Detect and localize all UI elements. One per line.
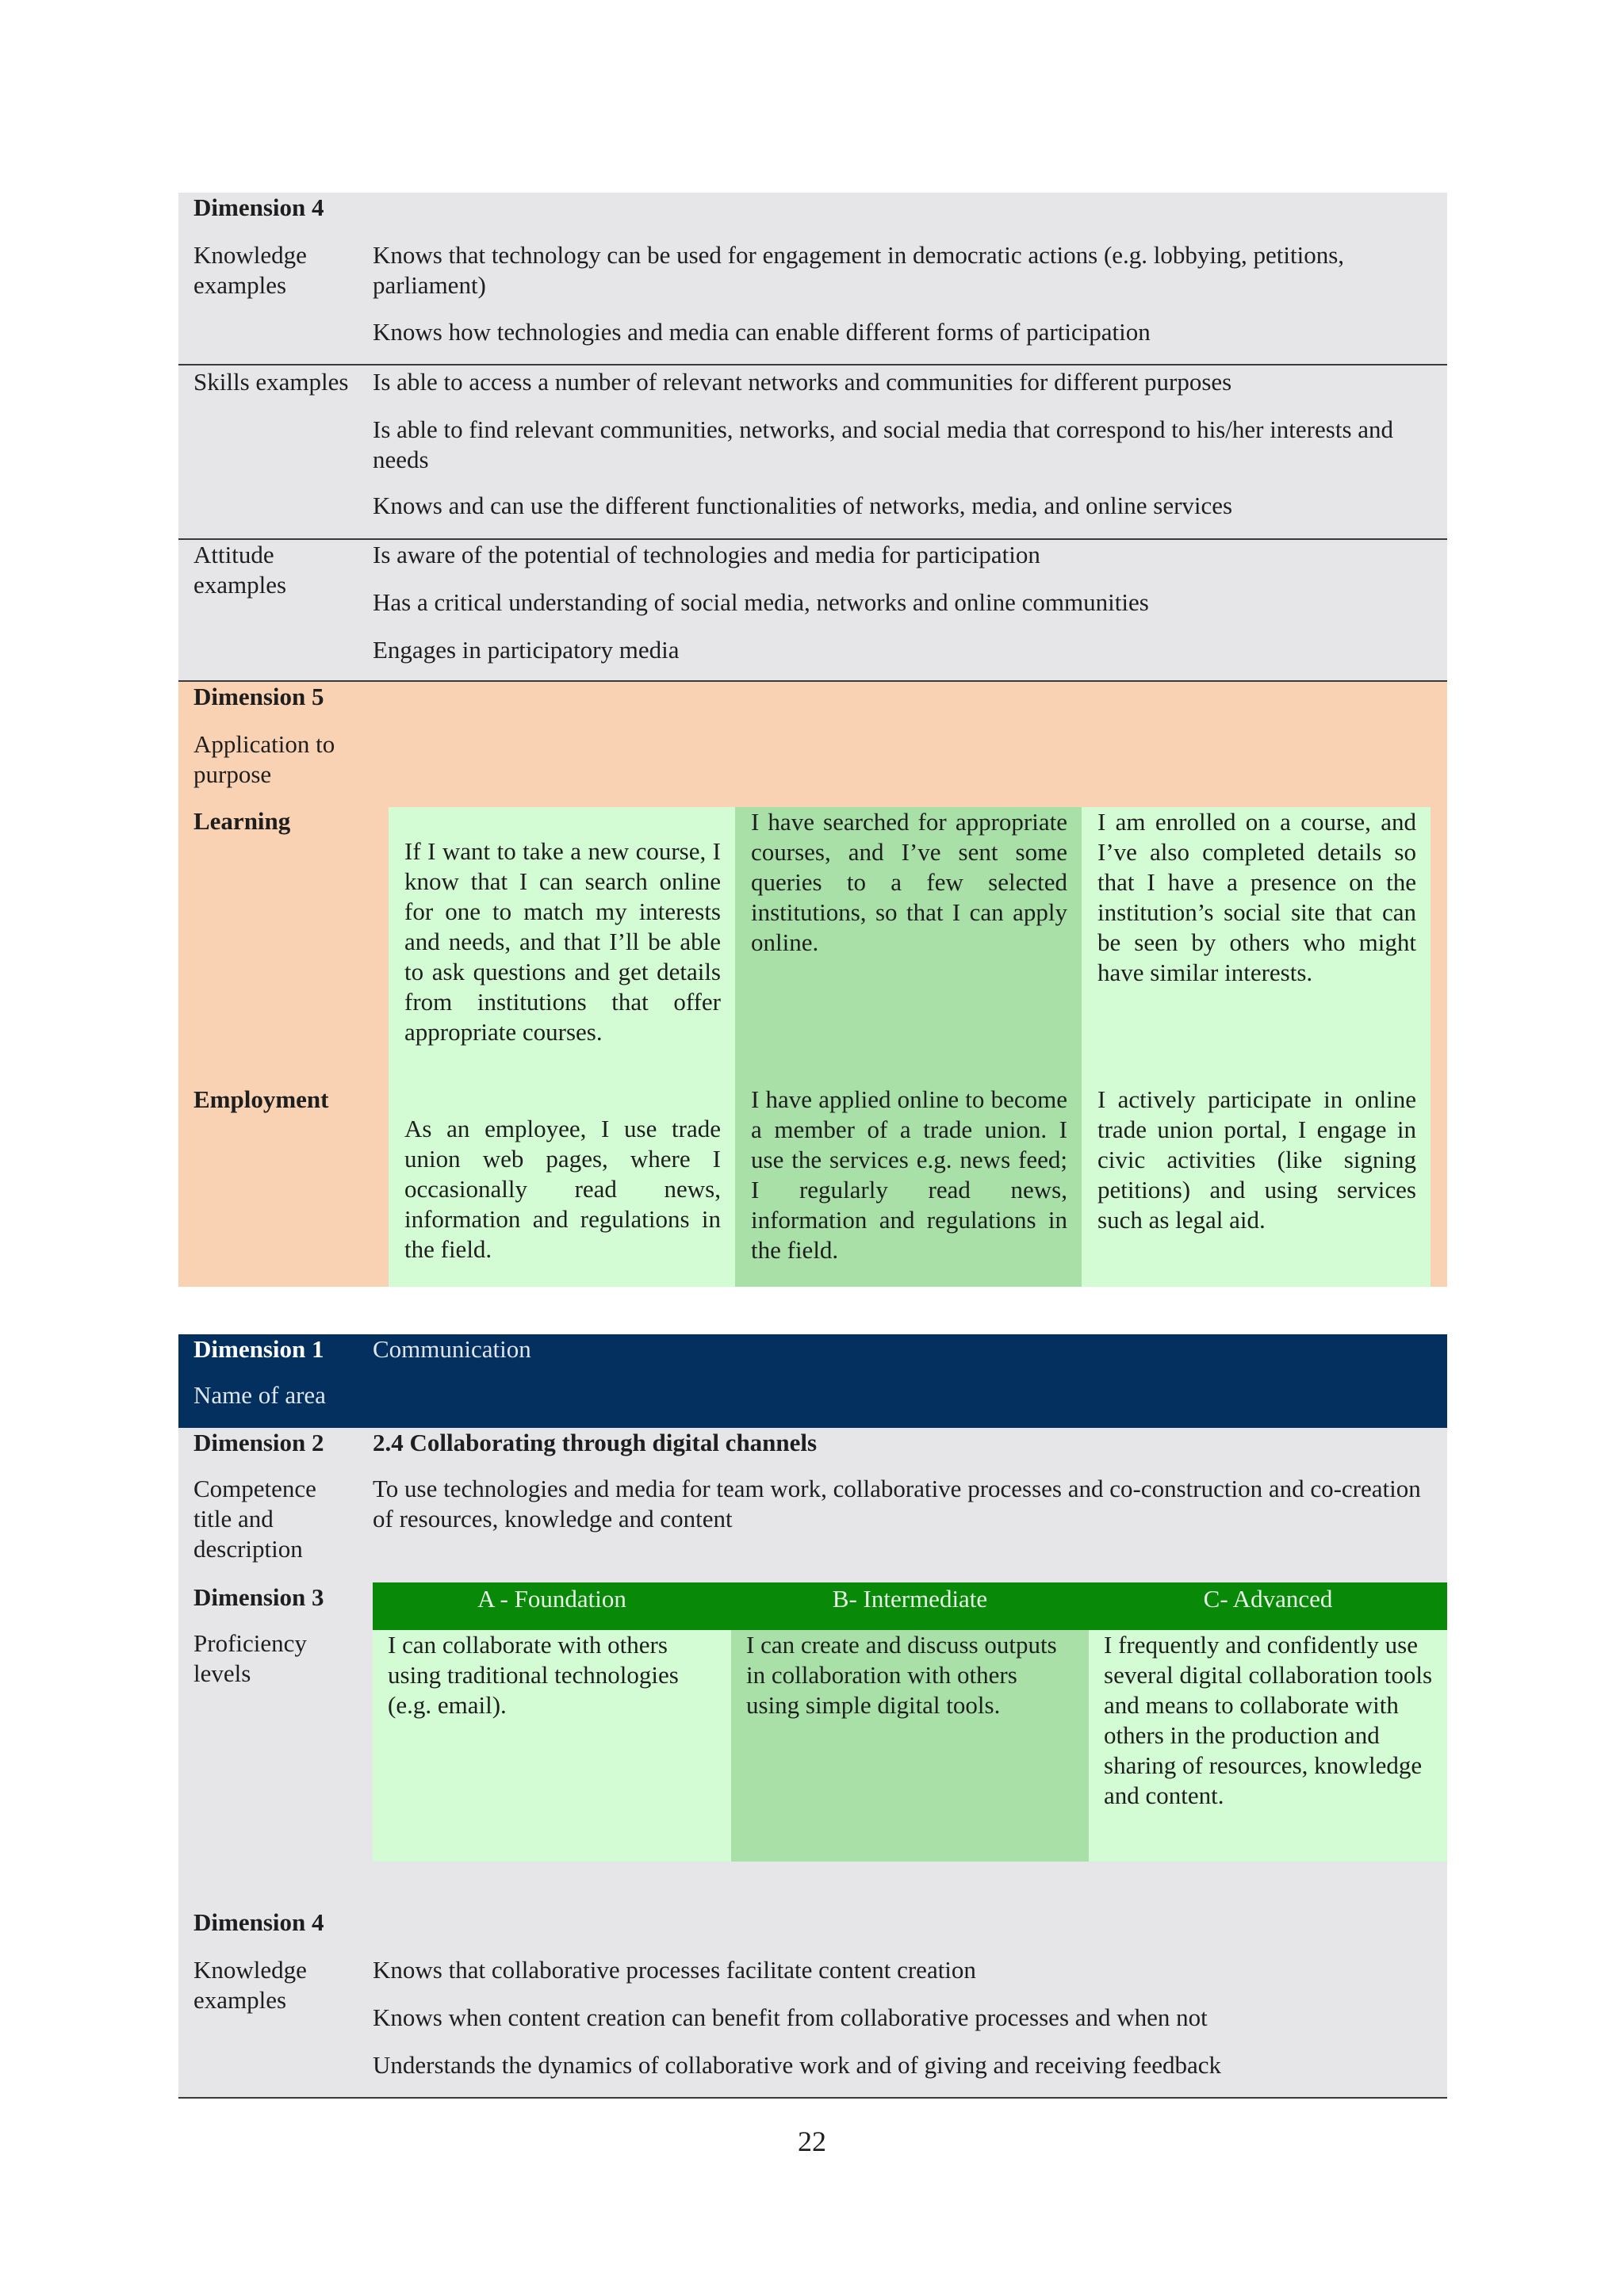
skills-label: Skills examples <box>193 368 349 396</box>
skills-item: Is able to find relevant communities, networks, and social media that correspond to his/her interests and needs <box>373 415 1394 473</box>
dim2-heading: Dimension 2 <box>193 1429 324 1456</box>
level-b-header: B- Intermediate <box>832 1585 988 1613</box>
dim1-section <box>178 1334 1447 1428</box>
employment-cell-c <box>1082 1085 1431 1287</box>
dim1-heading: Dimension 1 <box>193 1335 324 1363</box>
page-number: 22 <box>798 2126 826 2157</box>
knowledge-item: Knows that collaborative processes facilitate content creation <box>373 1956 976 1984</box>
dim1-label: Name of area <box>193 1381 326 1409</box>
level-a-header: A - Foundation <box>477 1585 626 1613</box>
dim5-section <box>178 682 1447 1287</box>
attitude-item: Has a critical understanding of social media, networks and online communities <box>373 588 1149 616</box>
competence-section <box>178 1428 1447 2097</box>
skills-item: Knows and can use the different functionalities of networks, media, and online services <box>373 492 1233 519</box>
competence-description: To use technologies and media for team work, collaborative processes and co-construction and co-creation of resources, knowledge and content <box>373 1475 1421 1533</box>
attitude-item: Is aware of the potential of technologies and media for participation <box>373 541 1040 568</box>
level-b-cell <box>731 1630 1089 1862</box>
learning-label: Learning <box>193 807 291 835</box>
dim3-heading: Dimension 3 <box>193 1583 324 1611</box>
attitude-item: Engages in participatory media <box>373 636 680 664</box>
knowledge-item: Knows when content creation can benefit from collaborative processes and when not <box>373 2003 1208 2031</box>
divider <box>178 2097 1447 2099</box>
knowledge-label: Knowledge examples <box>193 241 307 299</box>
learning-cell-c <box>1082 807 1431 1085</box>
learning-cell-b <box>735 807 1082 1085</box>
level-a-text: I can collaborate with others using traditional technologies (e.g. email). <box>388 1631 679 1719</box>
area-name: Communication <box>373 1335 531 1363</box>
attitude-label: Attitude examples <box>193 541 287 599</box>
learning-text-b: I have searched for appropriate courses, and I’ve sent some queries to a few selected institutions, so that I can apply online. <box>751 808 1067 956</box>
level-a-cell <box>373 1630 731 1862</box>
dim4-heading: Dimension 4 <box>193 193 324 221</box>
employment-text-c: I actively participate in online trade union portal, I engage in civic activities (like signing petitions) and using services such as legal aid. <box>1097 1085 1416 1234</box>
learning-text-a: If I want to take a new course, I know that I can search online for one to match my interests and needs, and that I’ll be able to ask questions and get details from institutions that offer appropriate courses. <box>404 837 721 1046</box>
competence-title: 2.4 Collaborating through digital channels <box>373 1429 818 1456</box>
learning-text-c: I am enrolled on a course, and I’ve also completed details so that I have a presence on the institution’s social site that can be seen by others who might have similar interests. <box>1097 808 1416 986</box>
divider <box>178 538 1447 540</box>
employment-text-b: I have applied online to become a member of a trade union. I use the services e.g. news feed; I regularly read news, information and regulations in the field. <box>751 1085 1067 1264</box>
employment-text-a: As an employee, I use trade union web pages, where I occasionally read news, information and regulations in the field. <box>404 1115 721 1263</box>
divider <box>178 364 1447 365</box>
knowledge-item: Knows that technology can be used for engagement in democratic actions (e.g. lobbying, petitions, parliament) <box>373 241 1345 299</box>
level-b-text: I can create and discuss outputs in collaboration with others using simple digital tools. <box>746 1631 1057 1719</box>
dim2-label: Competence title and description <box>193 1475 316 1563</box>
level-c-text: I frequently and confidently use several digital collaboration tools and means to collaborate with others in the production and sharing of resources, knowledge and content. <box>1104 1631 1433 1809</box>
learning-cell-a <box>389 807 735 1085</box>
employment-cell-a <box>389 1085 735 1287</box>
dim5-heading: Dimension 5 <box>193 683 324 710</box>
level-c-cell <box>1089 1630 1447 1862</box>
dim4b-heading: Dimension 4 <box>193 1908 324 1936</box>
level-c-header: C- Advanced <box>1203 1585 1333 1613</box>
knowledge-item: Knows how technologies and media can enable different forms of participation <box>373 318 1151 346</box>
proficiency-header <box>373 1582 1447 1630</box>
skills-item: Is able to access a number of relevant networks and communities for different purposes <box>373 368 1232 396</box>
dim4b-label: Knowledge examples <box>193 1956 307 2014</box>
dim5-subheading: Application to purpose <box>193 730 335 788</box>
dim3-label: Proficiency levels <box>193 1629 307 1687</box>
knowledge-item: Understands the dynamics of collaborative work and of giving and receiving feedback <box>373 2051 1221 2079</box>
employment-cell-b <box>735 1085 1082 1287</box>
dim4-section <box>178 193 1447 682</box>
employment-label: Employment <box>193 1085 329 1113</box>
